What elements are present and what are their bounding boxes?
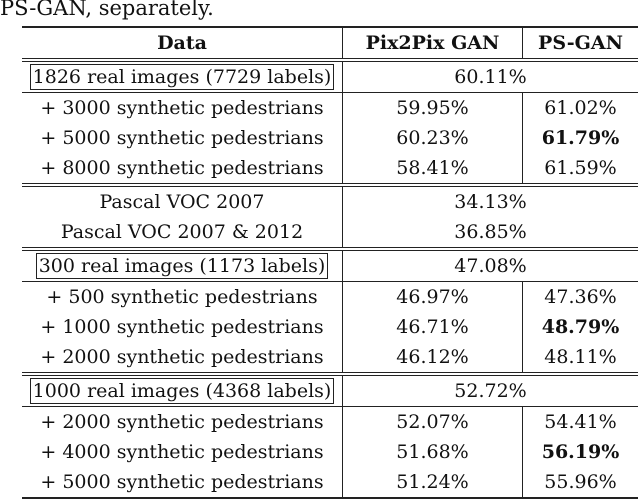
pix2pix-value: 52.07% <box>342 407 522 437</box>
psgan-value: 54.41% <box>522 407 638 437</box>
base-row <box>22 58 638 92</box>
pix2pix-value: 60.23% <box>342 123 522 153</box>
row-label: + 4000 synthetic pedestrians <box>40 441 324 463</box>
table-row <box>22 342 638 372</box>
base-value: 60.11% <box>342 62 638 92</box>
psgan-value: 55.96% <box>522 467 638 497</box>
pix2pix-value: 58.41% <box>342 153 522 183</box>
table-row <box>22 92 638 123</box>
base-label: 1826 real images (7729 labels) <box>30 64 335 90</box>
row-label: + 5000 synthetic pedestrians <box>40 127 324 149</box>
psgan-value: 47.36% <box>522 282 638 312</box>
psgan-value: 48.11% <box>522 342 638 372</box>
row-label: + 500 synthetic pedestrians <box>46 286 318 308</box>
row-label: + 3000 synthetic pedestrians <box>40 97 324 119</box>
base-label: 300 real images (1173 labels) <box>36 253 329 279</box>
psgan-value: 61.59% <box>522 153 638 183</box>
results-table <box>22 26 638 499</box>
pascal-value: 34.13% <box>342 187 638 217</box>
pix2pix-value: 46.97% <box>342 282 522 312</box>
table-row <box>22 467 638 499</box>
base-row <box>22 247 638 281</box>
table-caption: PS-GAN, separately. <box>0 0 214 20</box>
psgan-value-best: 48.79% <box>522 312 638 342</box>
table-row <box>22 153 638 183</box>
pix2pix-value: 51.24% <box>342 467 522 497</box>
table-row <box>22 406 638 437</box>
header-row <box>22 28 638 58</box>
header-psgan: PS-GAN <box>522 28 638 58</box>
pascal-row <box>22 183 638 217</box>
base-value: 52.72% <box>342 376 638 406</box>
row-label: + 5000 synthetic pedestrians <box>40 471 324 493</box>
base-value: 47.08% <box>342 251 638 281</box>
base-label: 1000 real images (4368 labels) <box>30 378 335 404</box>
psgan-value-best: 61.79% <box>522 123 638 153</box>
psgan-value-best: 56.19% <box>522 437 638 467</box>
table-row <box>22 281 638 312</box>
table-row <box>22 312 638 342</box>
row-label: + 1000 synthetic pedestrians <box>40 316 324 338</box>
header-data: Data <box>157 32 207 54</box>
pascal-row <box>22 217 638 247</box>
pix2pix-value: 46.12% <box>342 342 522 372</box>
row-label: + 8000 synthetic pedestrians <box>40 157 324 179</box>
pascal-value: 36.85% <box>342 217 638 247</box>
base-row <box>22 372 638 406</box>
pix2pix-value: 51.68% <box>342 437 522 467</box>
row-label: + 2000 synthetic pedestrians <box>40 411 324 433</box>
pix2pix-value: 46.71% <box>342 312 522 342</box>
pix2pix-value: 59.95% <box>342 93 522 123</box>
psgan-value: 61.02% <box>522 93 638 123</box>
pascal-label: Pascal VOC 2007 & 2012 <box>60 221 304 243</box>
table-row <box>22 437 638 467</box>
table-row <box>22 123 638 153</box>
row-label: + 2000 synthetic pedestrians <box>40 346 324 368</box>
pascal-label: Pascal VOC 2007 <box>99 191 265 213</box>
header-pix2pix: Pix2Pix GAN <box>342 28 522 58</box>
